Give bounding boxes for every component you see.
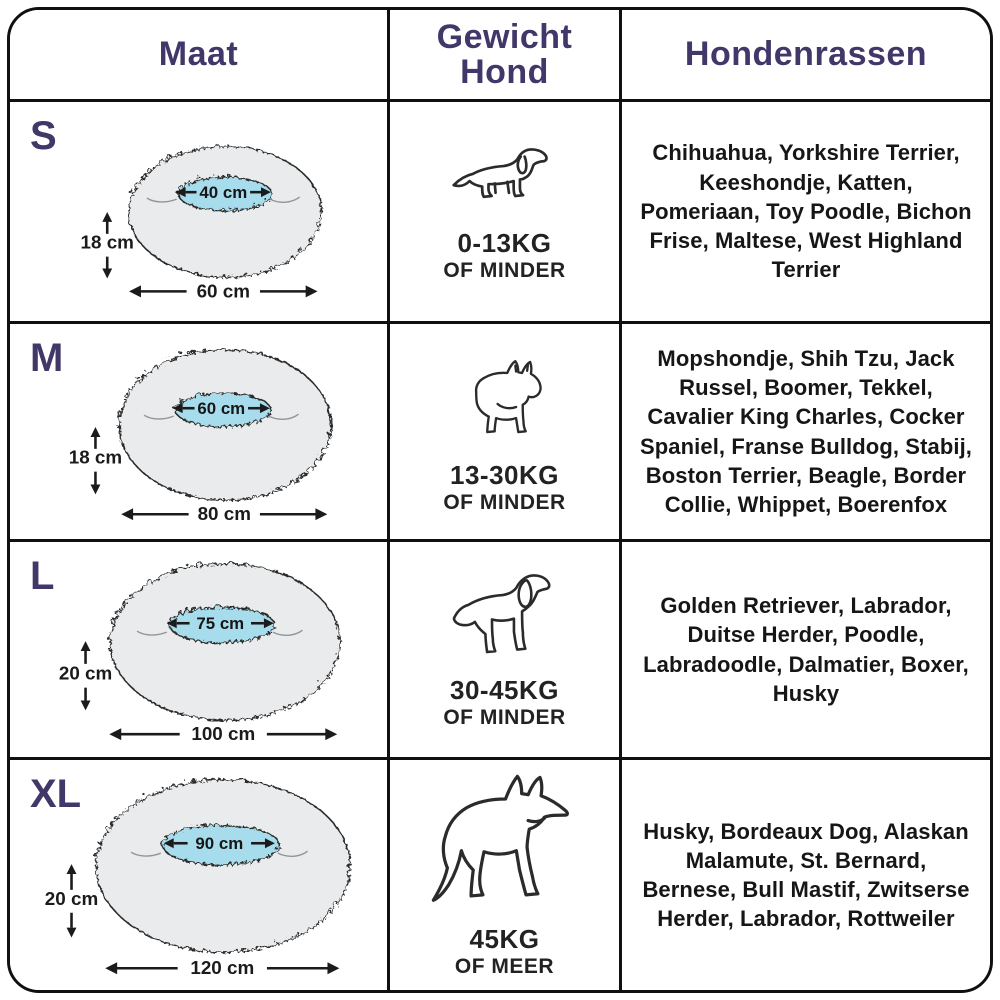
hole-width-xl: 90 cm [195,834,244,854]
width-dimension [109,723,337,744]
weight-range-l: 30-45KG [449,675,559,706]
breeds-cell-xl [622,760,990,990]
weight-range-m: 13-30KG [449,460,559,491]
header-weight-column [390,10,622,102]
header-size-column [10,10,390,102]
weight-cell-m [390,324,622,542]
bed-width-s: 60 cm [196,280,251,302]
bed-width-xl: 120 cm [190,957,255,979]
bed-cell-s [10,102,390,324]
bed-width-l: 100 cm [191,723,256,745]
size-label-xl: XL [30,772,82,816]
weight-qualifier-xl: OF MEER [454,954,555,978]
bed-illustration-s [10,102,387,321]
weight-text-m [443,461,565,515]
width-dimension [129,280,318,301]
size-label-m: M [30,336,64,380]
header-breeds-column [622,10,990,102]
bed-height-l: 20 cm [58,662,113,684]
dog-bed-size-table [7,7,993,993]
height-dimension [69,427,122,494]
size-label-s: S [30,114,57,158]
weight-text-s [443,229,565,283]
weight-range-xl: 45KG [469,923,540,954]
size-label-l: L [30,554,55,598]
weight-qualifier-s: OF MINDER [443,258,566,282]
dachshund-icon [446,140,564,215]
breeds-cell-l [622,542,990,760]
breeds-list-xl: Husky, Bordeaux Dog, Alaskan Malamute, St. Bernard, Bernese, Bull Mastif, Zwitserse Herder, Labrador, Rottweiler [642,818,970,932]
french-bulldog-icon [457,347,553,447]
header-breeds-label: Hondenrassen [684,35,928,74]
bed-height-xl: 20 cm [44,887,99,909]
bed-illustration-m [10,324,387,539]
width-dimension [121,503,327,524]
german-shepherd-icon [416,771,594,911]
height-dimension [45,864,98,937]
bed-height-m: 18 cm [68,446,123,468]
hole-width-s: 40 cm [199,183,248,203]
weight-qualifier-m: OF MINDER [443,491,566,515]
bed-cell-xl [10,760,390,990]
hole-width-l: 75 cm [196,614,245,634]
bed-height-s: 18 cm [80,231,134,253]
bed-width-m: 80 cm [197,503,251,525]
weight-text-xl [455,925,554,979]
height-dimension [59,641,112,710]
height-dimension [81,212,134,278]
breeds-list-s: Chihuahua, Yorkshire Terrier, Keeshondje, Katten, Pomeriaan, Toy Poodle, Bichon Frise, Maltese, West Highland Terrier [640,140,972,283]
weight-qualifier-l: OF MINDER [443,706,566,730]
breeds-list-l: Golden Retriever, Labrador, Duitse Herder, Poodle, Labradoodle, Dalmatier, Boxer, Husky [643,593,969,706]
weight-text-l [443,676,565,730]
bed-illustration-l [10,542,387,757]
header-size-label: Maat [158,35,239,74]
breeds-cell-s [622,102,990,324]
breeds-cell-m [622,324,990,542]
bed-cell-m [10,324,390,542]
weight-cell-s [390,102,622,324]
width-dimension [105,957,339,978]
header-weight-label: Gewicht Hond [436,17,573,91]
spaniel-icon [444,568,566,662]
weight-cell-xl [390,760,622,990]
weight-cell-l [390,542,622,760]
breeds-list-m: Mopshondje, Shih Tzu, Jack Russel, Boomer, Tekkel, Cavalier King Charles, Cocker Spaniel, Franse Bulldog, Stabij, Boston Terrier, Beagle, Border Collie, Whippet, Boerenfox [639,345,973,517]
weight-range-s: 0-13KG [457,227,552,258]
bed-cell-l [10,542,390,760]
hole-width-m: 60 cm [197,399,246,419]
